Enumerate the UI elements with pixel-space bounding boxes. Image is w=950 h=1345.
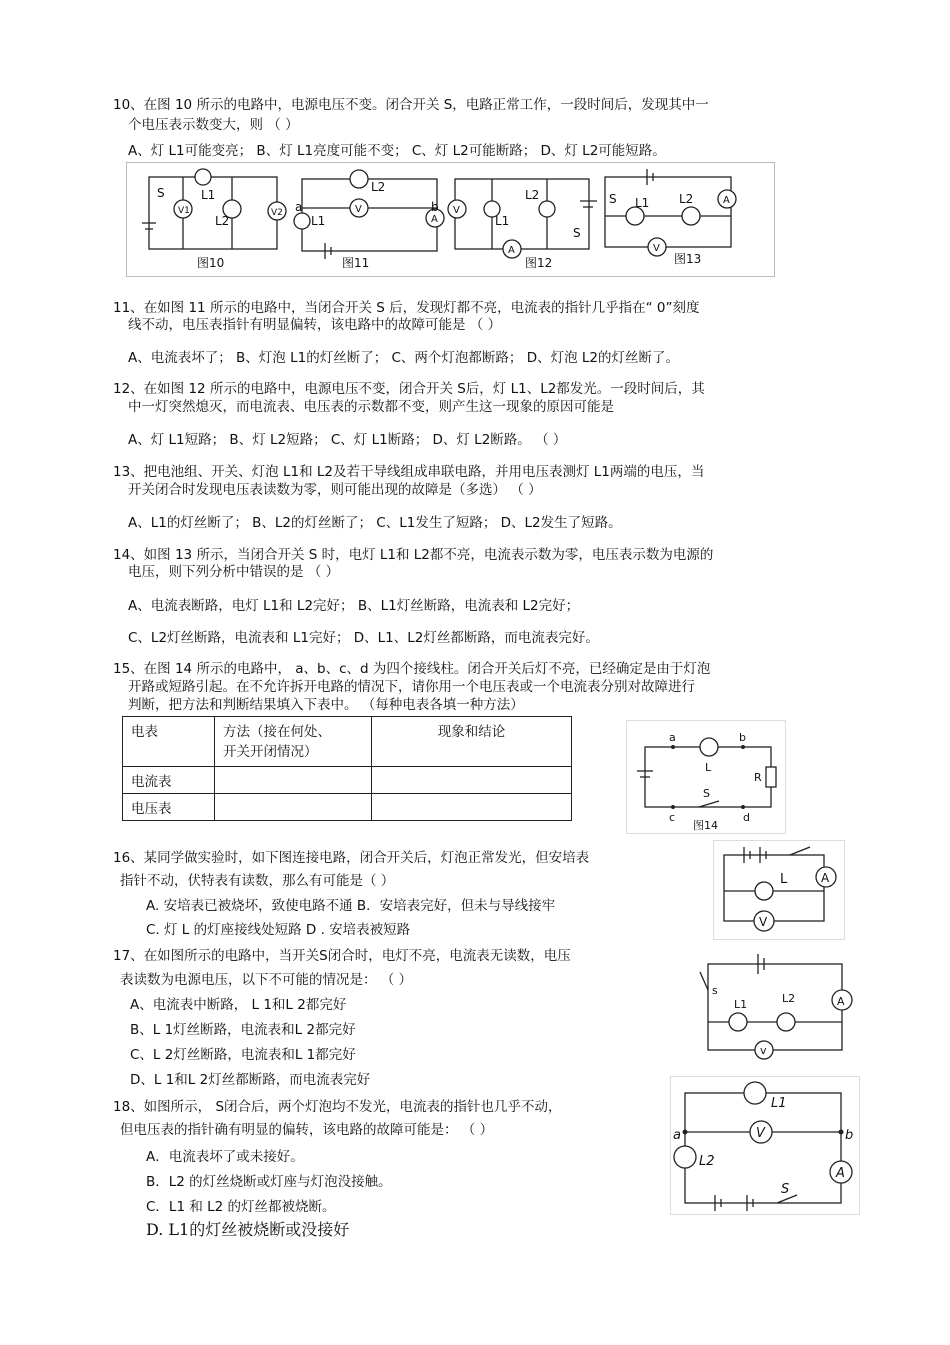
q17-lamp-l2 [777, 1013, 795, 1031]
q13-options: A、L1的灯丝断了； B、L2的灯丝断了； C、L1发生了短路； D、L2发生了短路。 [128, 515, 622, 531]
fig13-frame [605, 177, 731, 247]
q18-v: V [756, 1126, 765, 1141]
fig12-s: S [573, 226, 581, 240]
fig14-r: R [754, 771, 762, 784]
q17-option-b: B、L 1灯丝断路，电流表和L 2都完好 [130, 1022, 356, 1038]
q13-line1: 13、把电池组、开关、灯泡 L1和 L2及若干导线组成串联电路，并用电压表测灯 L1两端的电压，当 [113, 464, 705, 480]
fig11-l2: L2 [371, 180, 386, 194]
table-header-method [215, 717, 372, 767]
q14-line1: 14、如图 13 所示，当闭合开关 S 时，电灯 L1和 L2都不亮，电流表示数为零，电压表示数为电源的 [113, 547, 714, 563]
q12-options: A、灯 L1短路； B、灯 L2短路； C、灯 L1断路； D、灯 L2断路。 （ ） [128, 432, 567, 448]
q17-option-a: A、电流表中断路， L 1和L 2都完好 [130, 997, 347, 1013]
table-header-method-line2: 开关开闭情况） [223, 744, 318, 760]
q16-lamp [755, 882, 773, 900]
q16-a: A [821, 871, 830, 885]
fig14-l: L [705, 761, 712, 774]
fig12-a: A [508, 245, 515, 256]
q12-line2: 中一灯突然熄灭，而电流表、电压表的示数都不变，则产生这一现象的原因可能是 [128, 399, 614, 415]
fig10-caption: 图10 [197, 256, 225, 270]
q16-line1: 16、某同学做实验时，如下图连接电路，闭合开关后，灯泡正常发光，但安培表 [113, 850, 590, 866]
fig11-l1-lamp [294, 213, 310, 229]
q17-v: v [760, 1044, 767, 1057]
fig13-v: V [653, 243, 660, 254]
q16-option-ab: A. 安培表已被烧坏，致使电路不通 B．安培表完好，但未与导线接牢 [146, 898, 556, 914]
q17-line2: 表读数为电源电压，以下不可能的情况是： （ ） [120, 972, 413, 988]
fig10-l1: L1 [201, 188, 216, 202]
fig11-a: a [295, 200, 303, 214]
q17-s: s [712, 984, 718, 997]
q10-line1: 10、在图 10 所示的电路中，电源电压不变。闭合开关 S，电路正常工作，一段时间后，发现其中一 [113, 97, 709, 113]
fig13-l1: L1 [635, 196, 650, 210]
q18-l2: L2 [699, 1154, 715, 1169]
fig12-l2: L2 [525, 188, 540, 202]
fig14-s: S [703, 787, 710, 800]
q18-line1: 18、如图所示， S闭合后，两个灯泡均不发光，电流表的指针也几乎不动， [113, 1099, 562, 1115]
q18-l1: L1 [771, 1096, 787, 1111]
circuit-figure-14 [627, 721, 785, 833]
fig13-s: S [609, 192, 617, 206]
q18-lamp-l2 [674, 1146, 696, 1168]
q17-option-c: C、L 2灯丝断路，电流表和L 1都完好 [130, 1047, 356, 1063]
fig12-v: V [453, 205, 460, 216]
fig13-l2: L2 [679, 192, 694, 206]
q11-options: A、电流表坏了； B、灯泡 L1的灯丝断了； C、两个灯泡都断路； D、灯泡 L2的灯丝断了。 [128, 350, 679, 366]
q11-line2: 线不动，电压表指针有明显偏转，该电路中的故障可能是 （ ） [128, 317, 502, 333]
fig13-caption: 图13 [674, 252, 702, 266]
fig10-l2: L2 [215, 214, 230, 228]
table-cell-ammeter-result[interactable] [372, 767, 572, 794]
table-cell-voltmeter-method[interactable] [215, 794, 372, 821]
q16-option-cd: C. 灯 L 的灯座接线处短路 D . 安培表被短路 [146, 922, 411, 938]
q18-option-d: D. L1的灯丝被烧断或没接好 [146, 1220, 350, 1239]
fig10-l1-lamp [195, 169, 211, 185]
q16-v: V [759, 915, 768, 929]
q18-line2: 但电压表的指针确有明显的偏转，该电路的故障可能是： （ ） [120, 1122, 494, 1138]
figure-q17 [696, 950, 856, 1060]
q15-line1: 15、在图 14 所示的电路中， a、b、c、d 为四个接线柱。闭合开关后灯不亮，已经确定是由于灯泡 [113, 661, 711, 677]
fig11-l1: L1 [311, 214, 326, 228]
circuit-figure-q18 [671, 1077, 859, 1214]
q15-line3: 判断，把方法和判断结果填入下表中。 （每种电表各填一种方法） [128, 697, 524, 713]
q16-line2: 指针不动，伏特表有读数，那么有可能是（ ） [120, 873, 395, 889]
q12-line1: 12、在如图 12 所示的电路中，电源电压不变，闭合开关 S后，灯 L1、L2都发光。一段时间后，其 [113, 381, 705, 397]
fig11-v: V [355, 204, 362, 215]
q15-answer-table [122, 716, 572, 821]
q13-line2: 开关闭合时发现电压表读数为零，则可能出现的故障是（多选） （ ） [128, 482, 542, 498]
q11-line1: 11、在如图 11 所示的电路中，当闭合开关 S 后，发现灯都不亮，电流表的指针几乎指在“ 0”刻度 [113, 300, 700, 316]
fig13-a: A [723, 195, 730, 206]
q17-line1: 17、在如图所示的电路中，当开关S闭合时，电灯不亮，电流表无读数，电压 [113, 948, 571, 964]
fig14-caption: 图14 [693, 819, 718, 832]
fig12-caption: 图12 [525, 256, 553, 270]
q18-lamp-l1 [744, 1082, 766, 1104]
q17-l1: L1 [734, 998, 748, 1011]
q17-l2: L2 [782, 992, 796, 1005]
figure-14 [626, 720, 786, 834]
q14-option-ab: A、电流表断路，电灯 L1和 L2完好； B、L1灯丝断路，电流表和 L2完好； [128, 598, 580, 614]
q18-b-terminal: b [845, 1128, 854, 1143]
q10-line2: 个电压表示数变大，则 （ ） [128, 117, 299, 133]
fig12-frame [455, 179, 589, 249]
fig12-l2-lamp [539, 201, 555, 217]
q18-option-b: B．L2 的灯丝烧断或灯座与灯泡没接触。 [146, 1174, 392, 1190]
fig14-a: a [669, 731, 676, 744]
circuit-figure-q16 [714, 841, 844, 939]
table-cell-ammeter-method[interactable] [215, 767, 372, 794]
q10-options: A、灯 L1可能变亮； B、灯 L1亮度可能不变； C、灯 L2可能断路； D、灯 L2可能短路。 [128, 143, 666, 159]
fig14-resistor [766, 767, 776, 787]
q18-option-a: A．电流表坏了或未接好。 [146, 1149, 304, 1165]
circuit-figures-10-13 [127, 163, 774, 276]
q16-l: L [780, 872, 788, 887]
table-header-meter: 电表 [123, 717, 215, 767]
fig14-lamp [700, 738, 718, 756]
circuit-figure-q17 [696, 950, 856, 1060]
q18-s: S [781, 1182, 790, 1197]
fig12-l1: L1 [495, 214, 510, 228]
q17-lamp-l1 [729, 1013, 747, 1031]
fig10-v2: V2 [271, 208, 283, 218]
fig10-s: S [157, 186, 165, 200]
table-row-voltmeter: 电压表 [123, 794, 215, 821]
figures-10-13 [126, 162, 775, 277]
figure-q16 [713, 840, 845, 940]
fig13-l2-lamp [682, 207, 700, 225]
q14-line2: 电压，则下列分析中错误的是 （ ） [128, 564, 340, 580]
q17-option-d: D、L 1和L 2灯丝都断路，而电流表完好 [130, 1072, 371, 1088]
q14-option-cd: C、L2灯丝断路，电流表和 L1完好； D、L1、L2灯丝都断路，而电流表完好。 [128, 630, 599, 646]
fig14-b: b [739, 731, 746, 744]
fig11-b: b [431, 200, 439, 214]
figure-q18 [670, 1076, 860, 1215]
table-row-ammeter: 电流表 [123, 767, 215, 794]
fig11-l2-lamp [350, 170, 368, 188]
q17-a: A [837, 995, 845, 1008]
fig11-a-label: A [431, 214, 438, 225]
fig11-caption: 图11 [342, 256, 370, 270]
fig14-c: c [669, 811, 676, 824]
fig10-v1: V1 [178, 206, 190, 216]
fig14-d: d [743, 811, 750, 824]
table-cell-voltmeter-result[interactable] [372, 794, 572, 821]
q18-a-terminal: a [673, 1128, 681, 1143]
table-header-method-line1: 方法（接在何处、 [223, 724, 331, 740]
q18-option-c: C．L1 和 L2 的灯丝都被烧断。 [146, 1199, 336, 1215]
q15-line2: 开路或短路引起。在不允许拆开电路的情况下，请你用一个电压表或一个电流表分别对故障进行 [128, 679, 695, 695]
q18-a: A [836, 1166, 845, 1181]
table-header-result: 现象和结论 [372, 717, 572, 767]
